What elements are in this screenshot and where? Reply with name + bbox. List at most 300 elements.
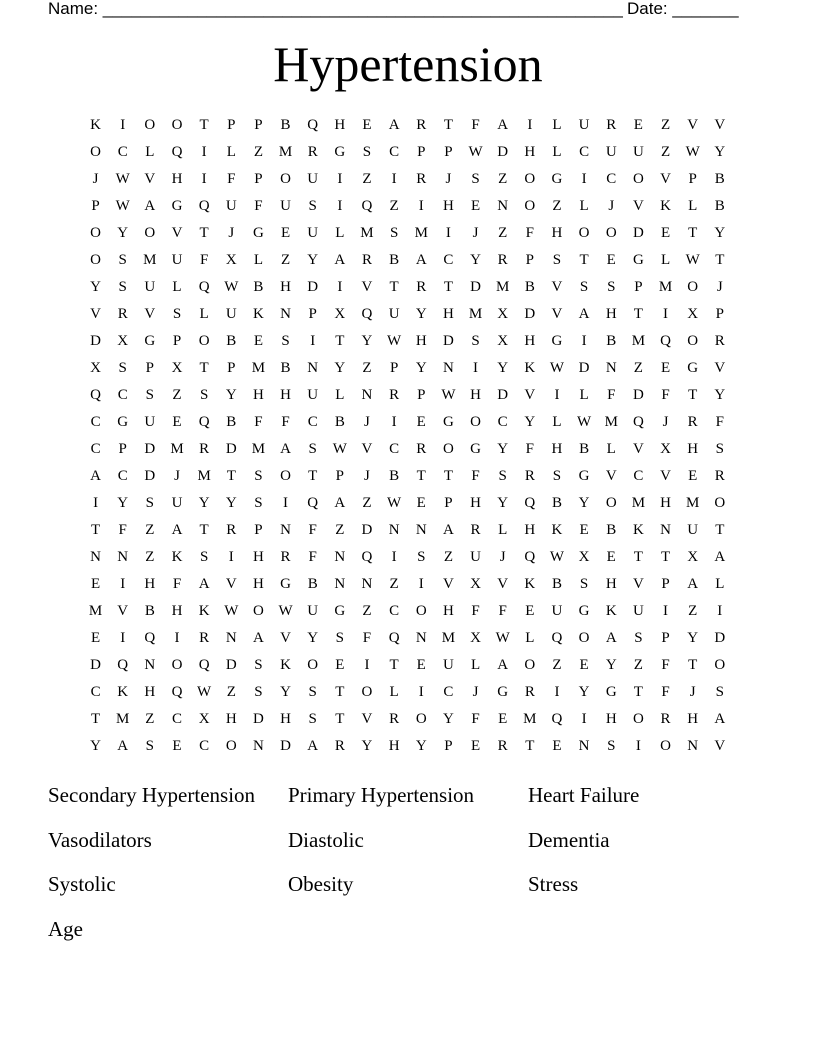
grid-letter: H (551, 441, 563, 457)
grid-letter: B (714, 198, 725, 214)
grid-letter: Q (171, 144, 183, 160)
grid-letter: Y (117, 495, 129, 511)
grid-letter: E (579, 657, 589, 673)
grid-letter: B (253, 279, 264, 295)
grid-letter: G (117, 414, 129, 430)
grid-letter: I (581, 711, 587, 727)
grid-letter: R (660, 711, 671, 727)
grid-letter: C (443, 684, 454, 700)
grid-letter: H (524, 333, 536, 349)
grid-letter: L (552, 117, 562, 133)
grid-letter: G (280, 576, 291, 592)
grid-letter: Z (145, 711, 155, 727)
grid-letter: G (632, 252, 644, 268)
grid-letter: X (90, 360, 101, 376)
grid-letter: B (226, 333, 237, 349)
grid-letter: X (578, 549, 590, 565)
grid-letter: E (470, 738, 481, 754)
grid-letter: X (171, 360, 183, 376)
grid-letter: S (254, 657, 263, 673)
grid-letter: F (471, 711, 480, 727)
grid-letter: B (551, 495, 562, 511)
grid-letter: W (495, 630, 510, 646)
grid-letter: W (468, 144, 483, 160)
grid-letter: Y (307, 252, 319, 268)
grid-letter: Y (280, 684, 291, 700)
grid-letter: P (661, 576, 670, 592)
grid-letter: O (415, 603, 427, 619)
grid-letter: R (280, 549, 291, 565)
grid-letter: W (115, 198, 130, 214)
grid-letter: S (118, 360, 127, 376)
grid-letter: O (361, 684, 373, 700)
grid-letter: K (117, 684, 129, 700)
grid-letter: R (416, 441, 427, 457)
grid-letter: Z (389, 576, 399, 592)
grid-letter: A (334, 252, 346, 268)
word-bank-item: Stress (528, 872, 579, 896)
grid-letter: D (252, 711, 264, 727)
grid-letter: P (227, 360, 236, 376)
grid-row (82, 436, 734, 463)
grid-letter: H (442, 603, 454, 619)
grid-letter: L (552, 414, 562, 430)
grid-row (82, 193, 734, 220)
grid-letter: P (254, 117, 263, 133)
word-bank (48, 780, 768, 958)
grid-letter: J (608, 198, 615, 214)
grid-letter: G (687, 360, 699, 376)
grid-letter: S (254, 684, 263, 700)
grid-letter: I (174, 630, 180, 646)
grid-letter: M (658, 279, 673, 295)
grid-letter: W (577, 414, 592, 430)
grid-letter: K (524, 576, 536, 592)
grid-row (82, 328, 734, 355)
grid-letter: I (554, 684, 560, 700)
grid-letter: A (714, 711, 726, 727)
grid-letter: J (92, 171, 99, 187)
grid-letter: E (552, 738, 562, 754)
grid-letter: T (199, 225, 209, 241)
grid-letter: T (335, 684, 345, 700)
grid-letter: K (632, 522, 644, 538)
grid-letter: X (198, 711, 210, 727)
grid-letter: R (199, 630, 210, 646)
grid-letter: W (387, 333, 402, 349)
grid-letter: I (201, 171, 207, 187)
grid-letter: L (226, 144, 236, 160)
grid-letter: D (225, 657, 237, 673)
grid-letter: C (389, 441, 400, 457)
grid-letter: S (145, 387, 155, 403)
grid-letter: V (442, 576, 454, 592)
grid-letter: T (443, 468, 453, 484)
grid-row (82, 517, 734, 544)
grid-letter: L (335, 225, 345, 241)
grid-letter: Q (171, 684, 183, 700)
grid-letter: U (470, 549, 481, 565)
grid-row (82, 139, 734, 166)
grid-letter: C (90, 441, 101, 457)
grid-letter: Z (633, 360, 643, 376)
grid-letter: R (389, 387, 400, 403)
grid-letter: D (90, 333, 101, 349)
grid-letter: I (663, 603, 669, 619)
grid-letter: O (578, 225, 590, 241)
grid-letter: N (117, 549, 129, 565)
grid-letter: M (414, 225, 428, 241)
grid-letter: N (660, 522, 671, 538)
grid-letter: E (660, 225, 671, 241)
grid-letter: O (687, 279, 699, 295)
grid-letter: Q (660, 333, 671, 349)
grid-letter: F (525, 441, 534, 457)
grid-letter: S (607, 738, 616, 754)
grid-letter: R (416, 117, 427, 133)
grid-letter: J (364, 414, 370, 430)
grid-letter: D (225, 441, 237, 457)
grid-letter: E (525, 603, 535, 619)
grid-letter: W (224, 603, 239, 619)
grid-letter: Y (90, 738, 101, 754)
grid-letter: Y (524, 414, 536, 430)
grid-letter: Q (307, 495, 319, 511)
grid-letter: H (605, 306, 617, 322)
grid-letter: G (497, 684, 509, 700)
grid-letter: T (443, 117, 453, 133)
grid-letter: U (225, 198, 237, 214)
grid-letter: Y (497, 495, 509, 511)
grid-letter: T (688, 657, 698, 673)
grid-letter: Q (198, 657, 210, 673)
grid-letter: S (552, 252, 562, 268)
grid-letter: U (632, 144, 644, 160)
grid-letter: O (578, 630, 590, 646)
grid-letter: O (632, 711, 644, 727)
grid-letter: I (228, 549, 234, 565)
grid-letter: G (578, 603, 590, 619)
grid-letter: Q (144, 630, 156, 646)
grid-letter: Y (90, 279, 101, 295)
grid-row (82, 274, 734, 301)
grid-row (82, 571, 734, 598)
grid-letter: D (144, 441, 156, 457)
grid-letter: F (498, 603, 507, 619)
grid-letter: L (606, 441, 616, 457)
grid-letter: D (632, 387, 644, 403)
grid-letter: U (307, 603, 319, 619)
grid-letter: O (605, 225, 617, 241)
grid-letter: H (605, 711, 617, 727)
grid-letter: O (225, 738, 237, 754)
grid-letter: D (714, 630, 726, 646)
grid-letter: N (280, 522, 291, 538)
grid-letter: P (444, 495, 453, 511)
grid-letter: Q (198, 414, 210, 430)
grid-letter: U (280, 198, 291, 214)
grid-letter: Z (498, 171, 508, 187)
grid-letter: I (337, 171, 343, 187)
grid-letter: V (632, 198, 644, 214)
grid-letter: R (199, 441, 210, 457)
grid-letter: D (361, 522, 373, 538)
grid-letter: F (172, 576, 182, 592)
grid-letter: M (251, 360, 266, 376)
grid-letter: E (470, 198, 481, 214)
grid-letter: D (144, 468, 156, 484)
grid-letter: R (470, 522, 481, 538)
grid-letter: U (171, 495, 183, 511)
grid-letter: Q (551, 711, 563, 727)
grid-letter: P (715, 306, 724, 322)
grid-letter: O (714, 657, 726, 673)
grid-letter: I (663, 306, 669, 322)
grid-letter: R (416, 171, 427, 187)
grid-letter: W (332, 441, 347, 457)
grid-letter: V (551, 279, 563, 295)
grid-letter: F (607, 387, 616, 403)
grid-letter: J (499, 549, 506, 565)
grid-letter: O (524, 657, 536, 673)
grid-letter: Q (524, 549, 536, 565)
grid-letter: I (93, 495, 99, 511)
grid-letter: J (174, 468, 180, 484)
grid-letter: H (171, 171, 183, 187)
grid-letter: F (362, 630, 372, 646)
grid-letter: Q (198, 198, 210, 214)
grid-letter: M (631, 333, 646, 349)
grid-letter: C (307, 414, 318, 430)
grid-letter: S (199, 387, 209, 403)
grid-letter: C (117, 144, 128, 160)
grid-letter: S (389, 225, 399, 241)
grid-letter: J (228, 225, 235, 241)
grid-letter: L (172, 279, 182, 295)
grid-letter: V (280, 630, 291, 646)
word-bank-item: Vasodilators (48, 827, 152, 852)
grid-letter: H (388, 738, 400, 754)
grid-letter: T (199, 522, 209, 538)
grid-letter: O (90, 225, 101, 241)
grid-letter: J (364, 468, 370, 484)
grid-letter: L (688, 198, 698, 214)
grid-letter: O (632, 171, 644, 187)
word-bank-item: Dementia (528, 827, 610, 852)
grid-letter: G (144, 333, 156, 349)
grid-row (82, 598, 734, 625)
grid-letter: J (472, 684, 479, 700)
grid-letter: D (632, 225, 644, 241)
grid-letter: C (171, 711, 182, 727)
grid-letter: T (335, 711, 345, 727)
grid-letter: L (525, 630, 535, 646)
grid-letter: R (714, 468, 725, 484)
grid-letter: M (631, 495, 646, 511)
grid-letter: Q (632, 414, 644, 430)
grid-letter: A (334, 495, 346, 511)
grid-letter: H (171, 603, 183, 619)
grid-letter: G (470, 441, 481, 457)
grid-letter: E (90, 576, 101, 592)
grid-letter: S (308, 198, 317, 214)
grid-letter: G (442, 414, 454, 430)
grid-letter: L (335, 387, 345, 403)
grid-letter: V (117, 603, 129, 619)
grid-letter: Q (551, 630, 563, 646)
grid-letter: F (661, 387, 670, 403)
grid-letter: Q (524, 495, 536, 511)
grid-letter: A (171, 522, 183, 538)
grid-letter: G (551, 171, 563, 187)
grid-letter: S (498, 468, 507, 484)
word-bank-item: Primary Hypertension (288, 783, 475, 807)
grid-letter: N (415, 630, 427, 646)
grid-letter: I (418, 684, 424, 700)
grid-letter: V (90, 306, 101, 322)
grid-letter: Q (361, 549, 373, 565)
grid-letter: R (497, 738, 508, 754)
grid-letter: N (307, 360, 319, 376)
grid-letter: I (418, 576, 424, 592)
grid-letter: P (254, 171, 263, 187)
grid-letter: S (579, 279, 589, 295)
grid-row (82, 679, 734, 706)
grid-letter: I (473, 360, 479, 376)
grid-letter: P (389, 360, 399, 376)
grid-letter: E (335, 657, 345, 673)
grid-letter: T (633, 306, 643, 322)
grid-letter: V (632, 576, 644, 592)
grid-letter: D (280, 738, 291, 754)
grid-letter: Z (443, 549, 453, 565)
grid-letter: M (278, 144, 293, 160)
grid-letter: B (606, 333, 617, 349)
grid-letter: Q (307, 117, 319, 133)
grid-letter: E (280, 225, 291, 241)
grid-letter: F (471, 603, 480, 619)
grid-letter: P (634, 279, 643, 295)
grid-letter: A (198, 576, 210, 592)
grid-letter: U (225, 306, 237, 322)
grid-letter: T (579, 252, 589, 268)
grid-letter: A (388, 117, 400, 133)
grid-letter: W (224, 279, 239, 295)
grid-letter: P (661, 630, 670, 646)
grid-letter: X (225, 252, 237, 268)
grid-letter: I (120, 576, 126, 592)
grid-letter: Z (389, 198, 399, 214)
grid-letter: X (497, 333, 509, 349)
grid-letter: Y (307, 630, 319, 646)
grid-letter: L (660, 252, 671, 268)
grid-letter: H (605, 576, 617, 592)
grid-letter: P (172, 333, 182, 349)
grid-letter: F (227, 171, 236, 187)
grid-letter: O (171, 117, 183, 133)
grid-letter: B (144, 603, 155, 619)
grid-letter: L (470, 657, 481, 673)
grid-letter: I (391, 414, 397, 430)
grid-letter: Q (90, 387, 101, 403)
grid-letter: K (171, 549, 183, 565)
grid-letter: X (497, 306, 509, 322)
grid-letter: D (90, 657, 101, 673)
grid-letter: K (90, 117, 101, 133)
grid-letter: R (117, 306, 128, 322)
grid-letter: E (172, 738, 182, 754)
grid-letter: Z (335, 522, 345, 538)
grid-letter: V (551, 306, 563, 322)
grid-letter: S (118, 279, 127, 295)
grid-letter: N (225, 630, 237, 646)
grid-letter: D (497, 144, 509, 160)
grid-letter: T (389, 657, 399, 673)
grid-letter: C (117, 468, 128, 484)
grid-letter: M (143, 252, 157, 268)
grid-letter: R (389, 711, 400, 727)
grid-letter: I (283, 495, 289, 511)
grid-letter: L (199, 306, 209, 322)
grid-letter: I (391, 549, 397, 565)
grid-letter: I (527, 117, 533, 133)
grid-letter: S (172, 306, 182, 322)
grid-letter: T (660, 549, 671, 565)
grid-letter: O (687, 333, 699, 349)
grid-letter: N (361, 576, 373, 592)
grid-letter: T (308, 468, 318, 484)
word-bank-item: Diastolic (288, 827, 364, 852)
grid-letter: C (497, 414, 508, 430)
grid-letter: R (416, 279, 427, 295)
grid-letter: S (335, 630, 344, 646)
grid-letter: F (661, 657, 670, 673)
grid-letter: E (579, 522, 589, 538)
grid-letter: U (144, 414, 156, 430)
grid-letter: N (252, 738, 264, 754)
grid-letter: L (579, 387, 589, 403)
grid-letter: U (551, 603, 563, 619)
grid-row (82, 247, 734, 274)
grid-letter: C (389, 603, 400, 619)
grid-letter: K (605, 603, 617, 619)
grid-letter: M (360, 225, 374, 241)
grid-letter: S (308, 684, 317, 700)
grid-letter: M (197, 468, 211, 484)
grid-letter: U (171, 252, 183, 268)
grid-letter: T (416, 468, 426, 484)
grid-letter: E (688, 468, 698, 484)
grid-letter: V (361, 279, 373, 295)
grid-letter: Z (226, 684, 236, 700)
grid-letter: C (90, 684, 101, 700)
grid-letter: T (688, 387, 698, 403)
grid-letter: A (687, 576, 699, 592)
grid-letter: O (171, 657, 183, 673)
grid-letter: O (470, 414, 481, 430)
grid-letter: C (606, 171, 617, 187)
grid-letter: C (389, 144, 400, 160)
grid-letter: E (660, 360, 671, 376)
grid-letter: U (578, 117, 590, 133)
grid-letter: S (634, 630, 643, 646)
grid-letter: N (361, 387, 373, 403)
grid-letter: F (199, 252, 209, 268)
word-bank-item: Secondary Hypertension (48, 783, 256, 807)
grid-letter: Q (361, 198, 373, 214)
grid-letter: O (442, 441, 454, 457)
grid-letter: E (362, 117, 372, 133)
